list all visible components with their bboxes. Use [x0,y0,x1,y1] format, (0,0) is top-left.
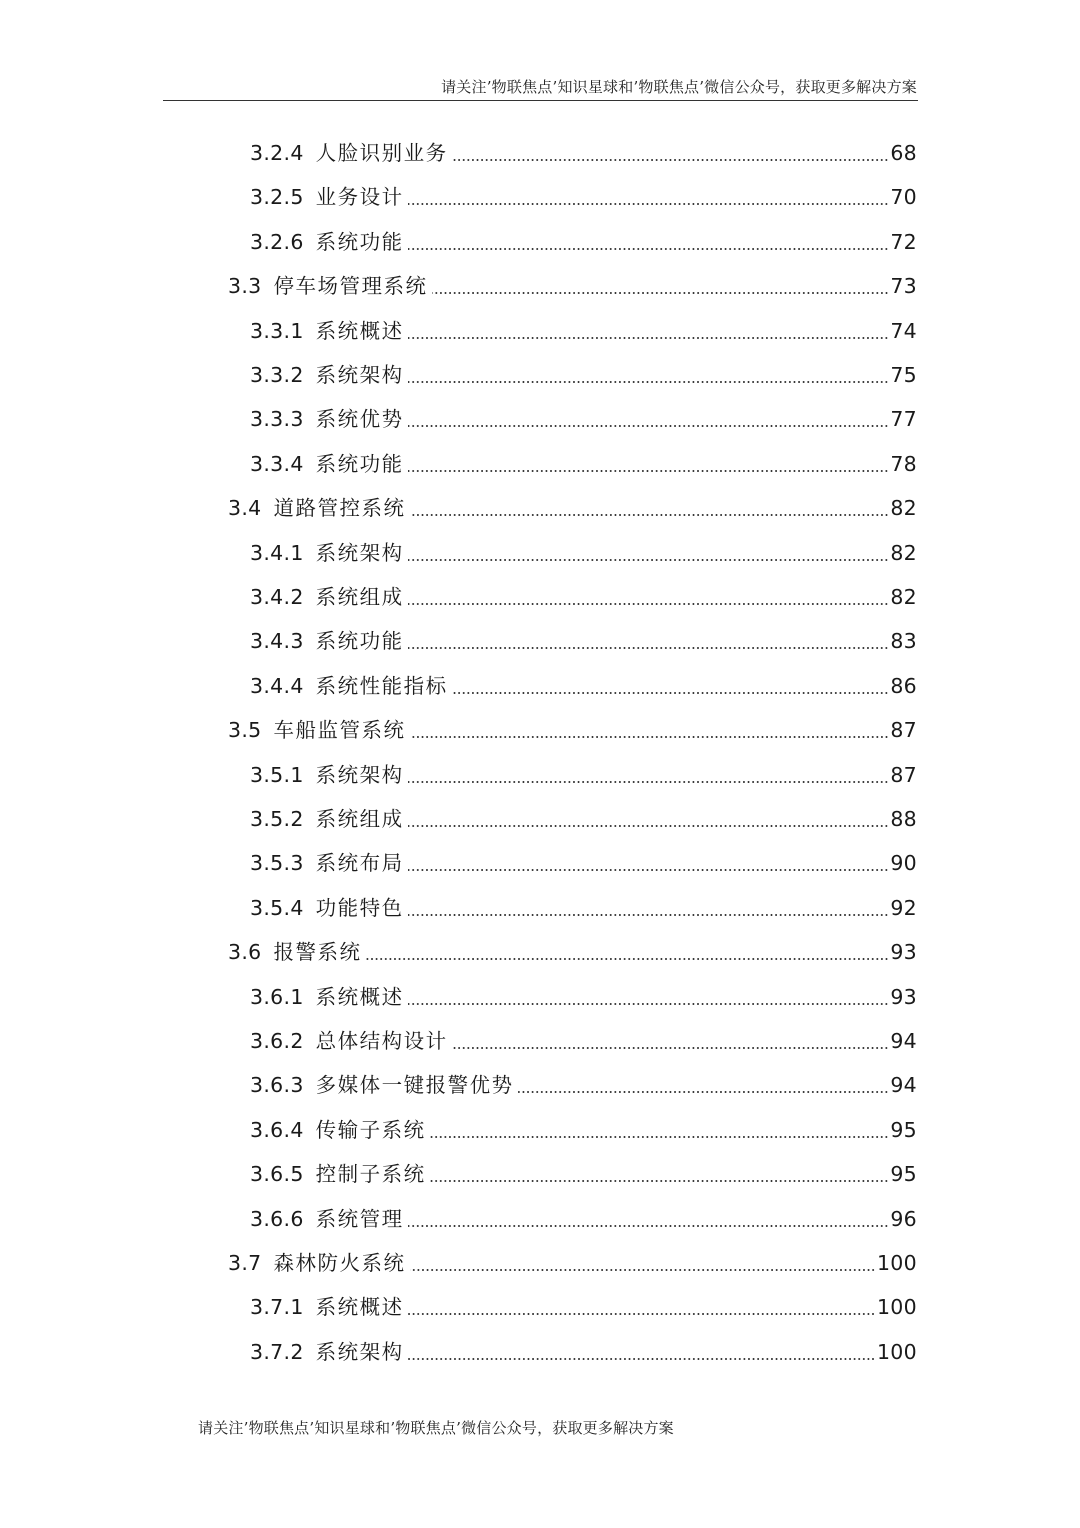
toc-entry[interactable] [228,708,917,752]
toc-dot-leader [430,1180,889,1182]
toc-entry-title: 控制子系统 [315,1162,426,1187]
toc-entry-title: 业务设计 [315,185,404,210]
toc-entry-number: 3.6.6 [250,1206,304,1231]
toc-entry-number: 3.3 [228,274,262,299]
toc-dot-leader [366,958,889,960]
toc-entry-page: 100 [876,1339,917,1364]
toc-dot-leader [518,1091,889,1093]
toc-entry[interactable] [228,930,917,974]
toc-dot-leader [408,1003,889,1005]
toc-entry[interactable] [228,1241,917,1285]
toc-entry-title: 系统架构 [315,762,404,787]
toc-entry[interactable] [250,353,917,397]
toc-dot-leader [408,248,889,250]
toc-entry-page: 87 [890,718,917,743]
toc-entry-page: 74 [890,318,917,343]
toc-entry[interactable] [228,264,917,308]
toc-entry-page: 77 [890,407,917,432]
toc-entry-title: 传输子系统 [315,1117,426,1142]
toc-entry-title: 道路管控系统 [273,496,406,521]
toc-entry-page: 75 [890,363,917,387]
toc-entry-number: 3.7 [228,1251,262,1275]
toc-entry-number: 3.6.2 [250,1029,304,1053]
toc-entry-title: 停车场管理系统 [273,274,428,299]
toc-entry[interactable] [250,753,917,797]
toc-entry-title: 系统概述 [315,984,404,1009]
toc-entry-page: 72 [890,229,917,254]
toc-entry-page: 86 [890,673,917,698]
toc-entry-page: 100 [876,1251,917,1275]
toc-dot-leader [432,292,889,294]
toc-entry-number: 3.2.6 [250,229,304,254]
toc-entry-page: 87 [890,762,917,787]
toc-entry-page: 93 [890,940,917,965]
toc-entry[interactable] [250,1330,917,1374]
toc-dot-leader [430,1136,889,1138]
toc-entry-title: 报警系统 [273,940,362,965]
toc-dot-leader [408,647,889,649]
toc-entry-page: 95 [890,1162,917,1187]
toc-entry-title: 系统组成 [315,585,404,609]
toc-entry-title: 系统性能指标 [315,673,448,698]
toc-entry-page: 93 [890,984,917,1009]
toc-dot-leader [408,381,889,383]
toc-entry-title: 系统布局 [315,851,404,876]
toc-entry[interactable] [250,1197,917,1241]
toc-entry-title: 系统功能 [315,451,404,476]
toc-entry-number: 3.6.5 [250,1162,304,1187]
toc-entry-page: 88 [890,807,917,831]
toc-entry-number: 3.5.2 [250,807,304,831]
toc-entry-title: 功能特色 [315,895,404,920]
toc-dot-leader [452,159,889,161]
toc-entry-page: 90 [890,851,917,876]
toc-entry-number: 3.6.1 [250,984,304,1009]
toc-entry[interactable] [250,309,917,353]
toc-entry-number: 3.4.2 [250,585,304,609]
toc-entry-number: 3.7.2 [250,1339,304,1364]
toc-entry-title: 系统架构 [315,540,404,565]
toc-entry-number: 3.3.4 [250,451,304,476]
toc-entry-page: 82 [890,540,917,565]
toc-dot-leader [408,203,889,205]
toc-entry-page: 82 [890,496,917,521]
toc-entry-number: 3.6 [228,940,262,965]
toc-entry-page: 82 [890,585,917,609]
toc-entry-title: 系统功能 [315,229,404,254]
page-header: 请关注’物联焦点’知识星球和’物联焦点’微信公众号，获取更多解决方案 [441,78,917,96]
toc-entry-number: 3.5.3 [250,851,304,876]
toc-entry-title: 系统功能 [315,629,404,654]
toc-entry-title: 系统架构 [315,363,404,387]
toc-dot-leader [408,1313,875,1315]
toc-entry-title: 车船监管系统 [273,718,406,743]
toc-entry[interactable] [250,841,917,885]
toc-entry-title: 系统架构 [315,1339,404,1364]
toc-entry-page: 94 [890,1073,917,1098]
toc-dot-leader [408,869,889,871]
toc-entry-number: 3.4.4 [250,673,304,698]
toc-entry[interactable] [250,1152,917,1196]
toc-entry[interactable] [250,797,917,841]
toc-dot-leader [408,1225,889,1227]
toc-entry[interactable] [250,131,917,175]
toc-entry-number: 3.3.2 [250,363,304,387]
toc-entry-number: 3.4.1 [250,540,304,565]
toc-entry-title: 人脸识别业务 [315,141,448,165]
toc-entry-page: 68 [890,141,917,165]
toc-dot-leader [452,692,889,694]
toc-entry-page: 94 [890,1029,917,1053]
toc-entry[interactable] [250,442,917,486]
toc-entry[interactable] [250,1063,917,1107]
toc-dot-leader [410,1269,875,1271]
toc-entry[interactable] [250,619,917,663]
toc-entry-page: 95 [890,1117,917,1142]
toc-dot-leader [408,781,889,783]
toc-entry-title: 系统概述 [315,1295,404,1320]
toc-entry[interactable] [250,1019,917,1063]
toc-entry[interactable] [250,575,917,619]
toc-entry-title: 总体结构设计 [315,1029,448,1053]
toc-entry-title: 系统组成 [315,807,404,831]
toc-entry-page: 96 [890,1206,917,1231]
toc-entry-title: 系统优势 [315,407,404,432]
toc-entry[interactable] [250,975,917,1019]
toc-entry-number: 3.4 [228,496,262,521]
toc-entry-title: 森林防火系统 [273,1251,406,1275]
toc-entry-page: 73 [890,274,917,299]
toc-entry-number: 3.7.1 [250,1295,304,1320]
toc-entry-number: 3.3.3 [250,407,304,432]
toc-entry[interactable] [250,1108,917,1152]
toc-dot-leader [408,337,889,339]
toc-entry-page: 78 [890,451,917,476]
toc-entry-number: 3.2.4 [250,141,304,165]
toc-entry[interactable] [250,886,917,930]
toc-entry[interactable] [250,397,917,441]
toc-dot-leader [408,825,889,827]
toc-entry[interactable] [250,531,917,575]
toc-entry-title: 系统管理 [315,1206,404,1231]
toc-entry-title: 系统概述 [315,318,404,343]
toc-entry-number: 3.2.5 [250,185,304,210]
toc-entry-number: 3.6.4 [250,1117,304,1142]
toc-dot-leader [408,559,889,561]
toc-entry-page: 83 [890,629,917,654]
toc-entry-number: 3.3.1 [250,318,304,343]
toc-entry[interactable] [250,1285,917,1329]
toc-dot-leader [452,1047,889,1049]
header-divider [163,100,918,101]
toc-entry-page: 92 [890,895,917,920]
toc-dot-leader [408,914,889,916]
toc-dot-leader [410,736,889,738]
toc-dot-leader [408,1358,875,1360]
toc-dot-leader [408,470,889,472]
toc-dot-leader [408,603,889,605]
toc-entry-number: 3.4.3 [250,629,304,654]
page-footer: 请关注’物联焦点’知识星球和’物联焦点’微信公众号，获取更多解决方案 [198,1419,674,1437]
toc-entry[interactable] [228,486,917,530]
toc-dot-leader [410,514,889,516]
toc-entry-page: 70 [890,185,917,210]
toc-entry-title: 多媒体一键报警优势 [315,1073,514,1098]
toc-entry[interactable] [250,175,917,219]
toc-dot-leader [408,425,889,427]
toc-entry-number: 3.5 [228,718,262,743]
toc-entry-number: 3.6.3 [250,1073,304,1098]
toc-entry-number: 3.5.4 [250,895,304,920]
toc-entry[interactable] [250,664,917,708]
toc-entry-page: 100 [876,1295,917,1320]
toc-entry[interactable] [250,220,917,264]
toc-entry-number: 3.5.1 [250,762,304,787]
